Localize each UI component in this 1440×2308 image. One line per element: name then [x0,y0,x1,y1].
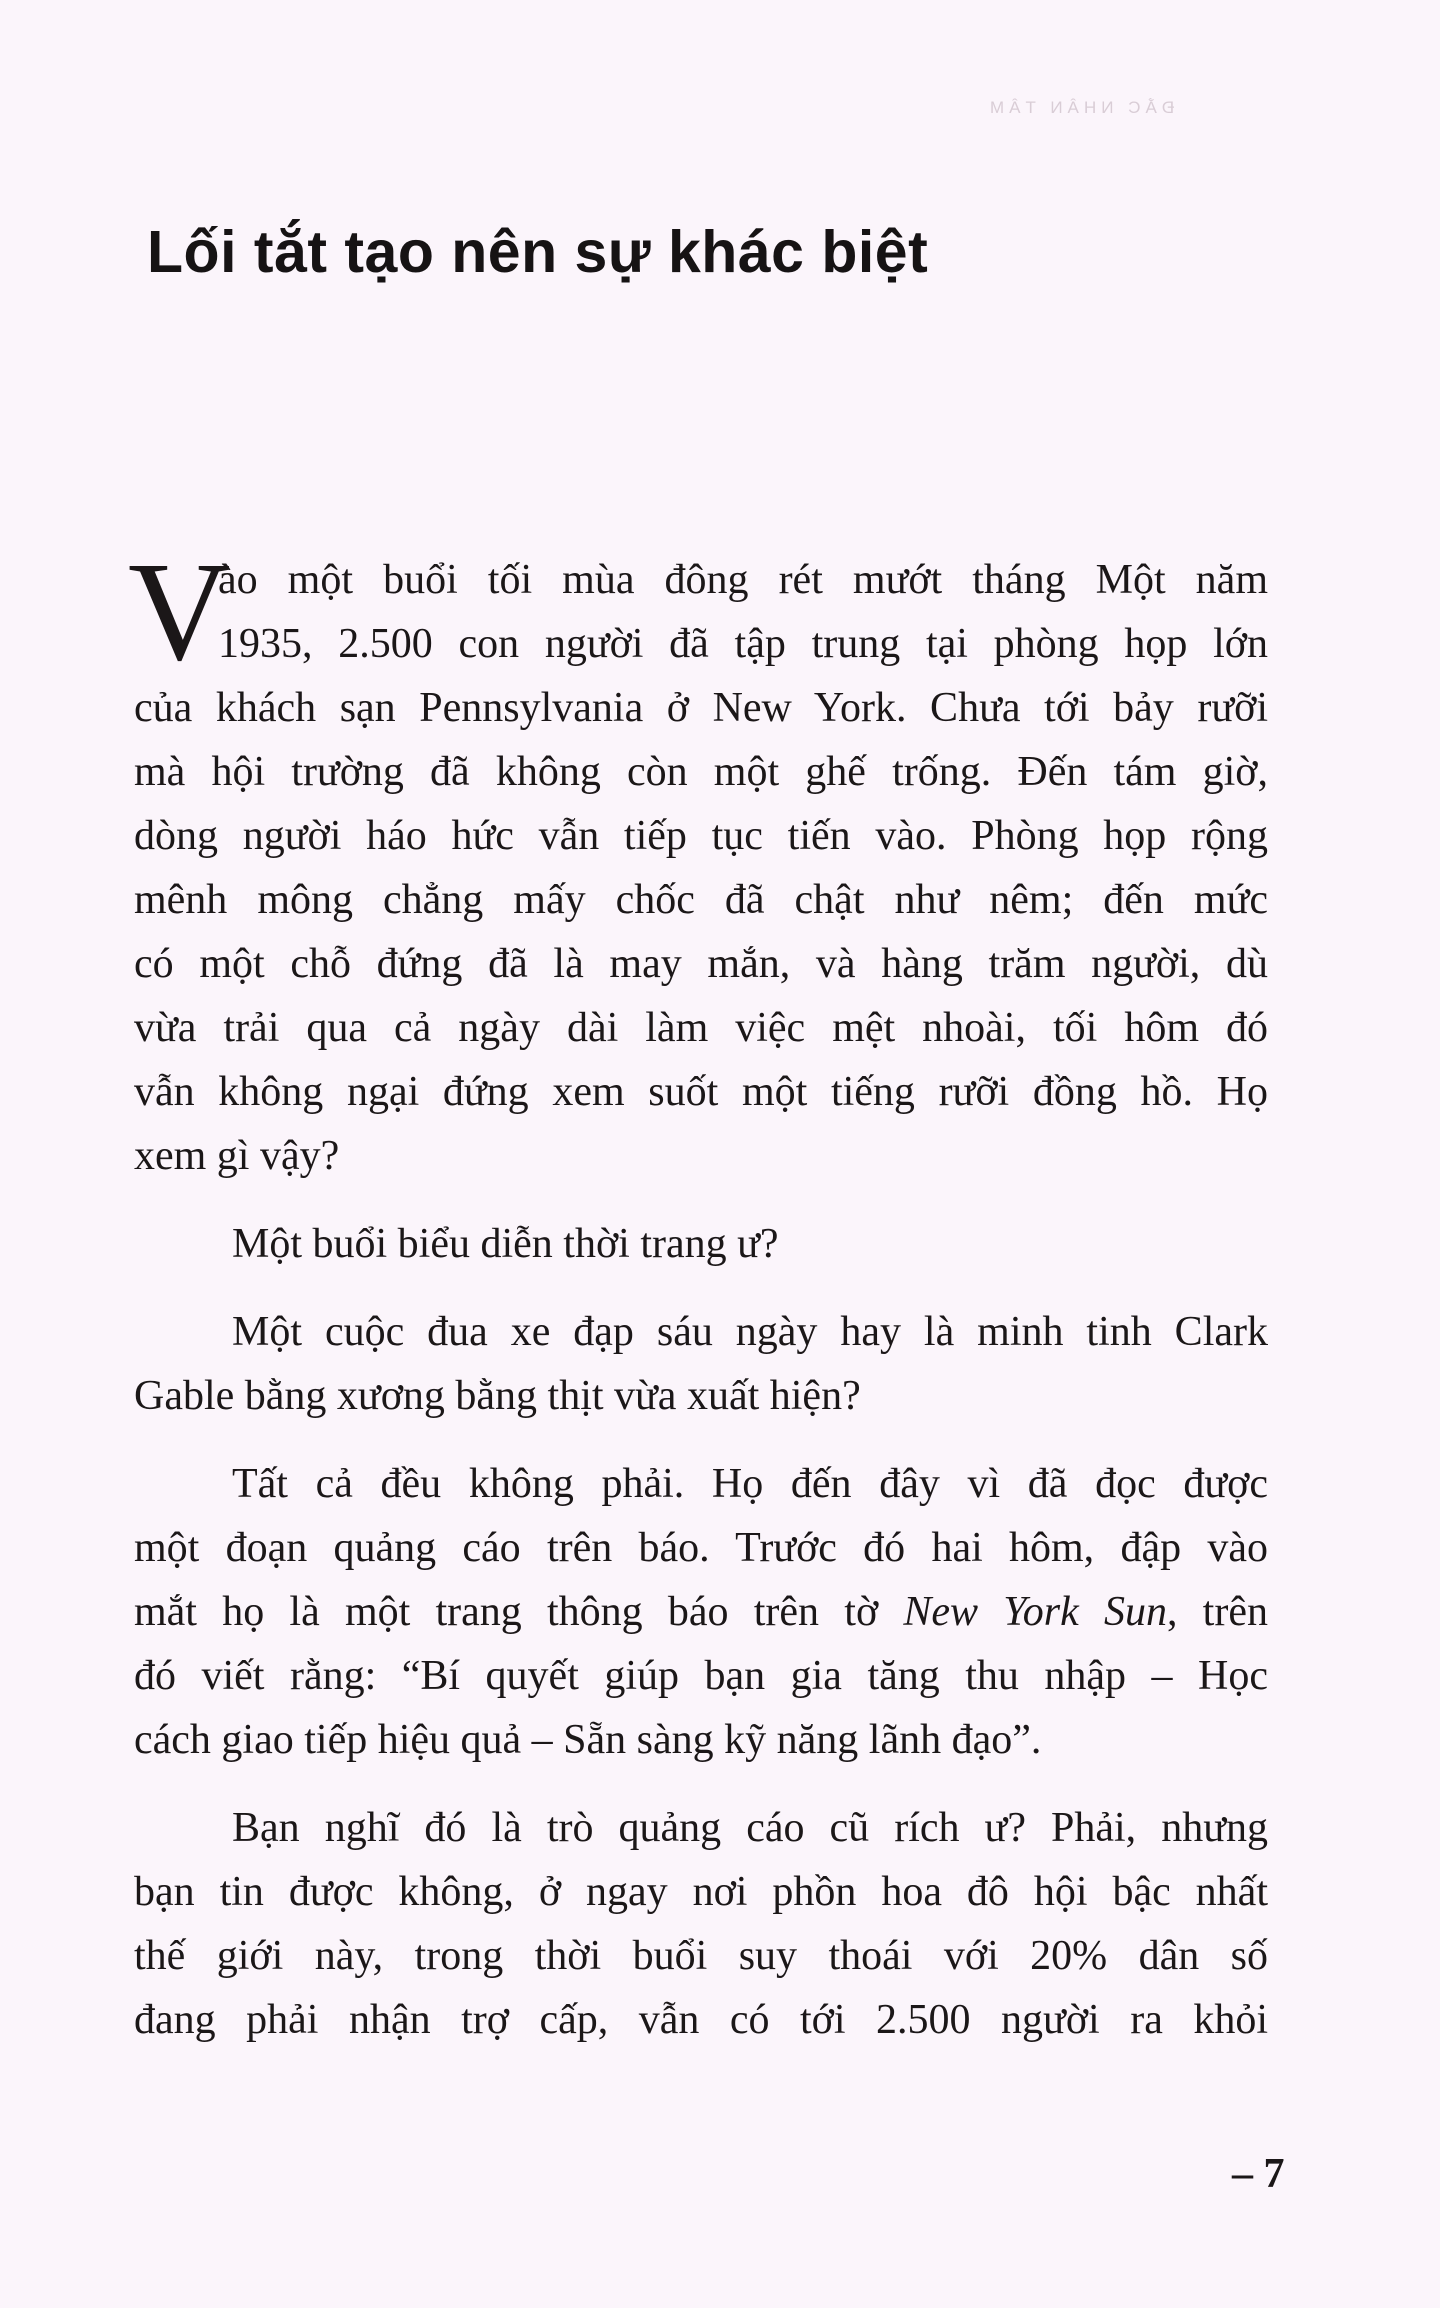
chapter-title: Lối tắt tạo nên sự khác biệt [147,219,929,285]
text-line: Một cuộc đua xe đạp sáu ngày hay là minh tinh Clark [232,1309,1268,1355]
text-line: thế giới này, trong thời buổi suy thoái với 20% dân số [134,1933,1268,1979]
text-line: 1935, 2.500 con người đã tập trung tại phòng họp lớn [218,621,1268,667]
drop-cap: V [128,532,231,690]
text-line: ào một buổi tối mùa đông rét mướt tháng Một năm [218,557,1268,603]
text-line: mênh mông chẳng mấy chốc đã chật như nêm; đến mức [134,877,1268,923]
show-through-running-header: ĐẮC NHÂN TÂM [985,98,1175,117]
text-segment: mắt họ là một trang thông báo trên tờ [134,1589,904,1635]
paragraph-3 [134,1300,1268,1428]
text-line: Tất cả đều không phải. Họ đến đây vì đã đọc được [232,1461,1268,1507]
paragraph-5 [134,1796,1268,2052]
text-line: đó viết rằng: “Bí quyết giúp bạn gia tăng thu nhập – Học [134,1653,1268,1699]
text-line [134,1580,1268,1644]
text-line: vừa trải qua cả ngày dài làm việc mệt nhoài, tối hôm đó [134,1005,1268,1051]
paragraph-1 [128,532,1268,1188]
text-segment: , trên [1166,1589,1268,1635]
newspaper-name: New York Sun [903,1589,1167,1635]
text-line: một đoạn quảng cáo trên báo. Trước đó hai hôm, đập vào [134,1525,1268,1571]
text-line: đang phải nhận trợ cấp, vẫn có tới 2.500 người ra khỏi [134,1997,1268,2043]
text-line: xem gì vậy? [134,1133,340,1179]
text-line: Gable bằng xương bằng thịt vừa xuất hiện? [134,1373,861,1419]
page-number: – 7 [1232,2151,1285,2197]
text-line: có một chỗ đứng đã là may mắn, và hàng trăm người, dù [134,941,1268,987]
body-text [128,532,1268,2052]
text-line: cách giao tiếp hiệu quả – Sẵn sàng kỹ năng lãnh đạo”. [134,1717,1042,1763]
text-line: vẫn không ngại đứng xem suốt một tiếng rưỡi đồng hồ. Họ [134,1069,1268,1115]
paragraph-2 [134,1212,1268,1276]
text-line: bạn tin được không, ở ngay nơi phồn hoa đô hội bậc nhất [134,1869,1268,1915]
text-line: mà hội trường đã không còn một ghế trống. Đến tám giờ, [134,749,1268,795]
paragraph-4 [134,1452,1268,1772]
text-line: của khách sạn Pennsylvania ở New York. Chưa tới bảy rưỡi [134,685,1268,731]
text-line: dòng người háo hức vẫn tiếp tục tiến vào. Phòng họp rộng [134,813,1268,859]
text-line: Một buổi biểu diễn thời trang ư? [232,1221,779,1267]
text-line: Bạn nghĩ đó là trò quảng cáo cũ rích ư? Phải, nhưng [232,1805,1268,1851]
